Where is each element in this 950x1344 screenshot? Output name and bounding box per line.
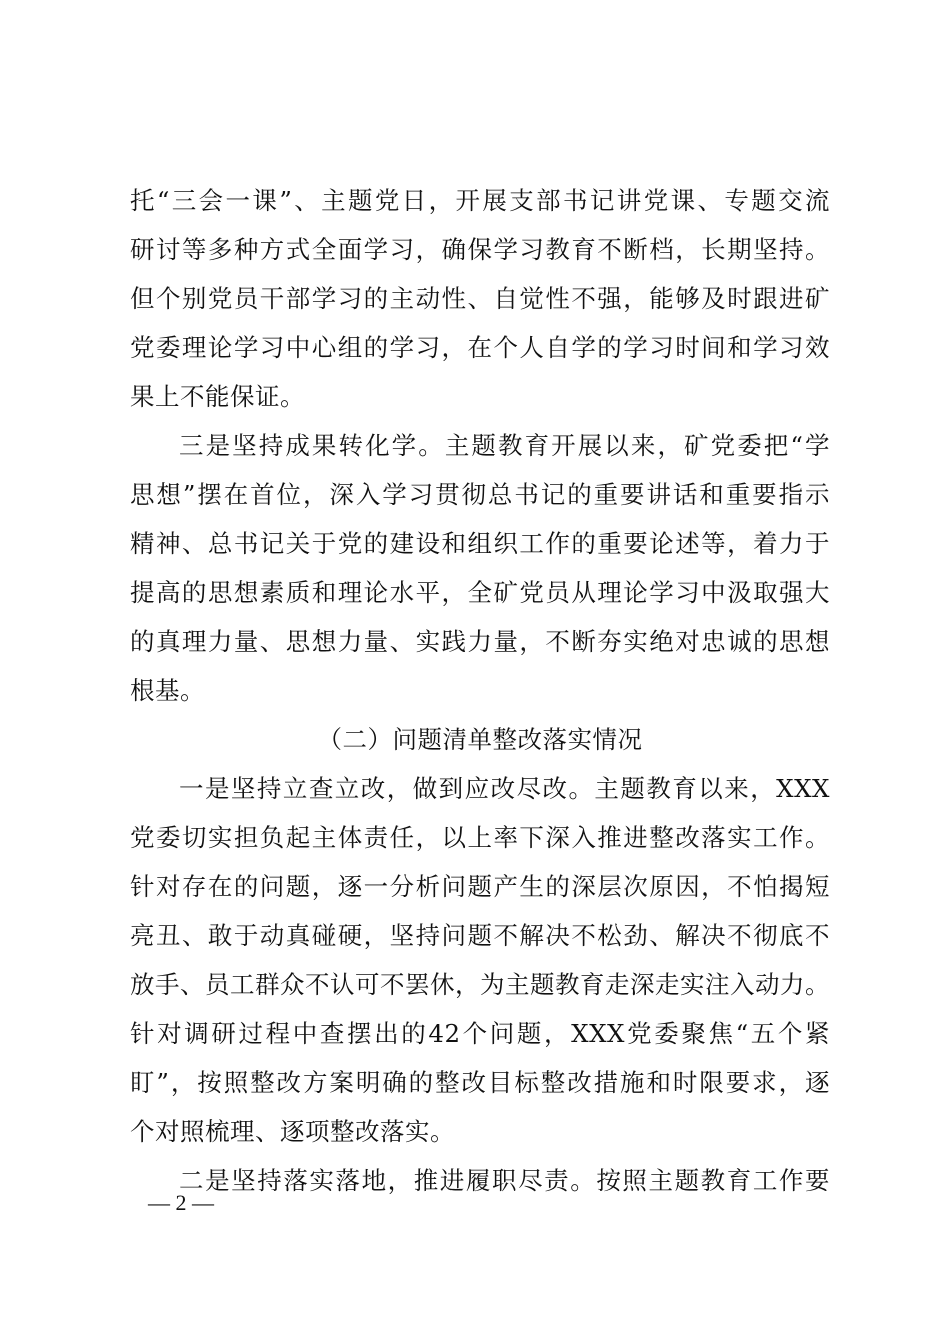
body-line-9: 提高的思想素质和理论水平，全矿党员从理论学习中汲取强大 bbox=[130, 578, 830, 607]
body-line-16: 亮丑、敢于动真碰硬，坚持问题不解决不松劲、解决不彻底不 bbox=[130, 921, 830, 950]
body-line-18: 针对调研过程中查摆出的42个问题，XXX党委聚焦“五个紧 bbox=[130, 1019, 830, 1048]
paragraph-start-2: 二是坚持落实落地，推进履职尽责。按照主题教育工作要 bbox=[179, 1166, 830, 1195]
body-line-20: 个对照梳理、逐项整改落实。 bbox=[130, 1117, 455, 1146]
body-line-17: 放手、员工群众不认可不罢休，为主题教育走深走实注入动力。 bbox=[130, 970, 830, 999]
page-number: — 2 — bbox=[148, 1190, 214, 1215]
body-line-4: 党委理论学习中心组的学习，在个人自学的学习时间和学习效 bbox=[130, 333, 830, 362]
paragraph-start-1: 一是坚持立查立改，做到应改尽改。主题教育以来，XXX bbox=[179, 774, 830, 803]
paragraph-start-3: 三是坚持成果转化学。主题教育开展以来，矿党委把“学 bbox=[179, 431, 830, 460]
body-line-7: 思想”摆在首位，深入学习贯彻总书记的重要讲话和重要指示 bbox=[130, 480, 830, 509]
body-line-5: 果上不能保证。 bbox=[130, 382, 305, 411]
body-line-3: 但个别党员干部学习的主动性、自觉性不强，能够及时跟进矿 bbox=[130, 284, 830, 313]
body-line-10: 的真理力量、思想力量、实践力量，不断夯实绝对忠诚的思想 bbox=[130, 627, 830, 656]
body-line-11: 根基。 bbox=[130, 676, 205, 705]
body-line-14: 党委切实担负起主体责任，以上率下深入推进整改落实工作。 bbox=[130, 823, 830, 852]
body-line-15: 针对存在的问题，逐一分析问题产生的深层次原因，不怕揭短 bbox=[130, 872, 830, 901]
body-line-19: 盯”，按照整改方案明确的整改目标整改措施和时限要求，逐 bbox=[130, 1068, 830, 1097]
body-line-1: 托“三会一课”、主题党日，开展支部书记讲党课、专题交流 bbox=[130, 186, 830, 215]
body-line-2: 研讨等多种方式全面学习，确保学习教育不断档，长期坚持。 bbox=[130, 235, 830, 264]
body-line-8: 精神、总书记关于党的建设和组织工作的重要论述等，着力于 bbox=[130, 529, 830, 558]
section-heading: （二）问题清单整改落实情况 bbox=[317, 725, 643, 754]
